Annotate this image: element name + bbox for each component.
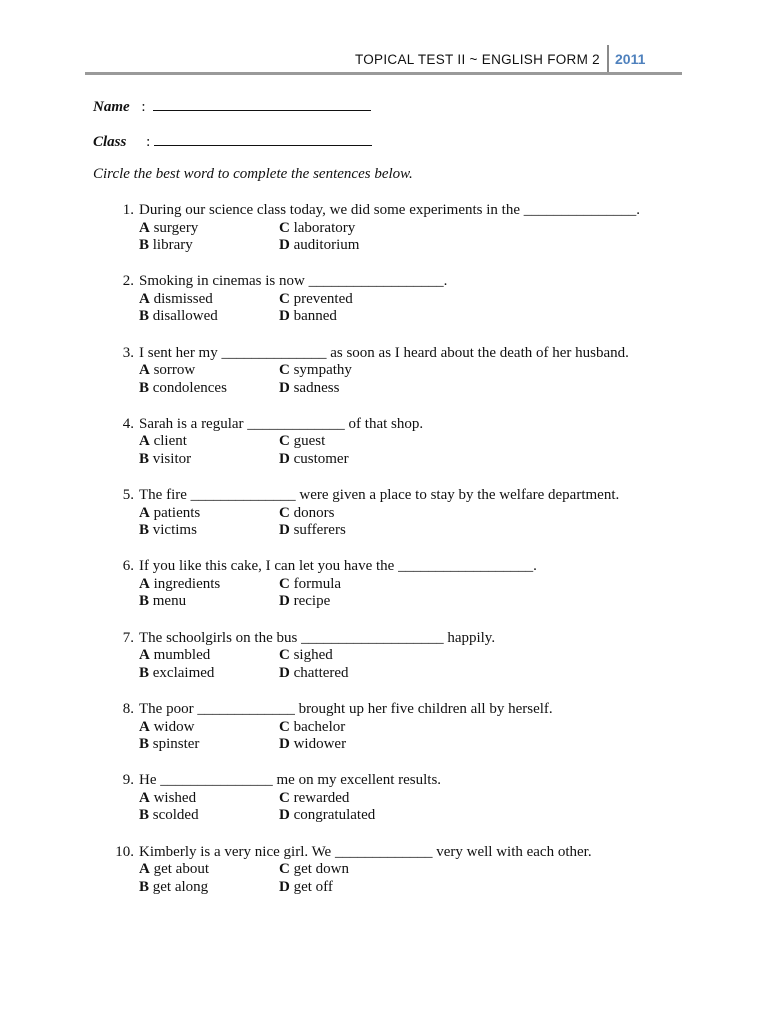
option-a[interactable]: A dismissed [139,290,213,307]
question-item [108,772,708,843]
option-c[interactable]: C bachelor [279,718,346,735]
question-number: 3. [122,344,134,361]
option-c[interactable]: C prevented [279,290,353,307]
question-stem: During our science class today, we did some experiments in the _______________. [139,202,641,218]
option-a[interactable]: A sorrow [139,362,196,379]
option-d[interactable]: D auditorium [279,237,360,253]
question-list [108,202,708,915]
name-field [93,96,371,116]
option-a[interactable]: A wished [139,789,197,806]
option-b[interactable]: B get along [139,878,209,895]
question-item [108,202,708,273]
option-a[interactable]: A client [139,433,187,450]
option-a[interactable]: A mumbled [139,647,211,664]
option-a[interactable]: A surgery [139,219,199,236]
option-d[interactable]: D widower [279,736,347,753]
question-item [108,701,708,772]
option-d[interactable]: D customer [279,450,349,467]
question-number: 1. [122,202,134,218]
option-b[interactable]: B visitor [139,450,192,467]
question-item [108,487,708,558]
option-c[interactable]: C get down [279,861,350,878]
question-number: 5. [122,487,134,504]
option-d[interactable]: D recipe [279,593,331,610]
option-b[interactable]: B menu [139,593,187,610]
question-number: 2. [122,273,134,290]
question-number: 6. [122,558,134,575]
option-c[interactable]: C guest [279,433,326,450]
question-number: 9. [122,772,134,789]
header-rule [85,72,682,75]
option-a[interactable]: A widow [139,718,195,735]
name-colon: : [141,99,146,115]
question-number: 10. [115,843,134,860]
question-stem: Sarah is a regular _____________ of that shop. [139,415,424,432]
question-item [108,273,708,344]
option-b[interactable]: B scolded [139,807,199,824]
question-stem: Smoking in cinemas is now __________________. [139,273,448,290]
question-stem: He _______________ me on my excellent results. [139,772,442,789]
question-item [108,558,708,629]
option-c[interactable]: C formula [279,575,342,592]
header-divider [607,45,609,75]
question-stem: If you like this cake, I can let you have the __________________. [139,558,537,575]
question-item [108,345,708,416]
option-b[interactable]: B condolences [139,379,227,396]
question-item [108,416,708,487]
question-stem: I sent her my ______________ as soon as I heard about the death of her husband. [139,344,629,361]
question-item [108,630,708,701]
name-label: Name [93,99,130,115]
option-d[interactable]: D congratulated [279,807,376,824]
option-b[interactable]: B spinster [139,736,200,753]
class-blank-line[interactable] [154,131,372,146]
option-c[interactable]: C rewarded [279,789,350,806]
header-title: TOPICAL TEST II ~ ENGLISH FORM 2 [354,52,600,67]
class-field [93,131,372,151]
option-d[interactable]: D sufferers [279,522,346,539]
option-c[interactable]: C donors [279,504,335,521]
option-a[interactable]: A ingredients [139,575,221,592]
option-b[interactable]: B exclaimed [139,664,215,681]
option-a[interactable]: A get about [139,861,209,878]
option-d[interactable]: D chattered [279,664,349,681]
option-b[interactable]: B disallowed [139,308,218,325]
option-a[interactable]: A patients [139,504,201,521]
option-c[interactable]: C sympathy [279,362,352,379]
option-d[interactable]: D sadness [279,379,340,396]
option-c[interactable]: C sighed [279,647,333,664]
page-header [0,45,768,75]
option-d[interactable]: D get off [279,878,333,895]
instruction-text: Circle the best word to complete the sentences below. [93,166,413,182]
question-stem: The schoolgirls on the bus ___________________ happily. [139,629,496,646]
question-item [108,844,708,915]
option-d[interactable]: D banned [279,308,337,325]
class-colon: : [146,134,151,150]
header-year: 2011 [615,51,646,67]
question-number: 8. [122,701,134,718]
option-b[interactable]: B victims [139,522,197,539]
question-number: 4. [122,415,134,432]
option-c[interactable]: C laboratory [279,219,356,236]
question-stem: The fire ______________ were given a place to stay by the welfare department. [139,487,620,504]
question-stem: Kimberly is a very nice girl. We _____________ very well with each other. [139,843,592,860]
option-b[interactable]: B library [139,237,193,253]
name-blank-line[interactable] [153,96,371,111]
question-stem: The poor _____________ brought up her five children all by herself. [139,701,553,718]
question-number: 7. [122,629,134,646]
class-label: Class [93,134,127,150]
